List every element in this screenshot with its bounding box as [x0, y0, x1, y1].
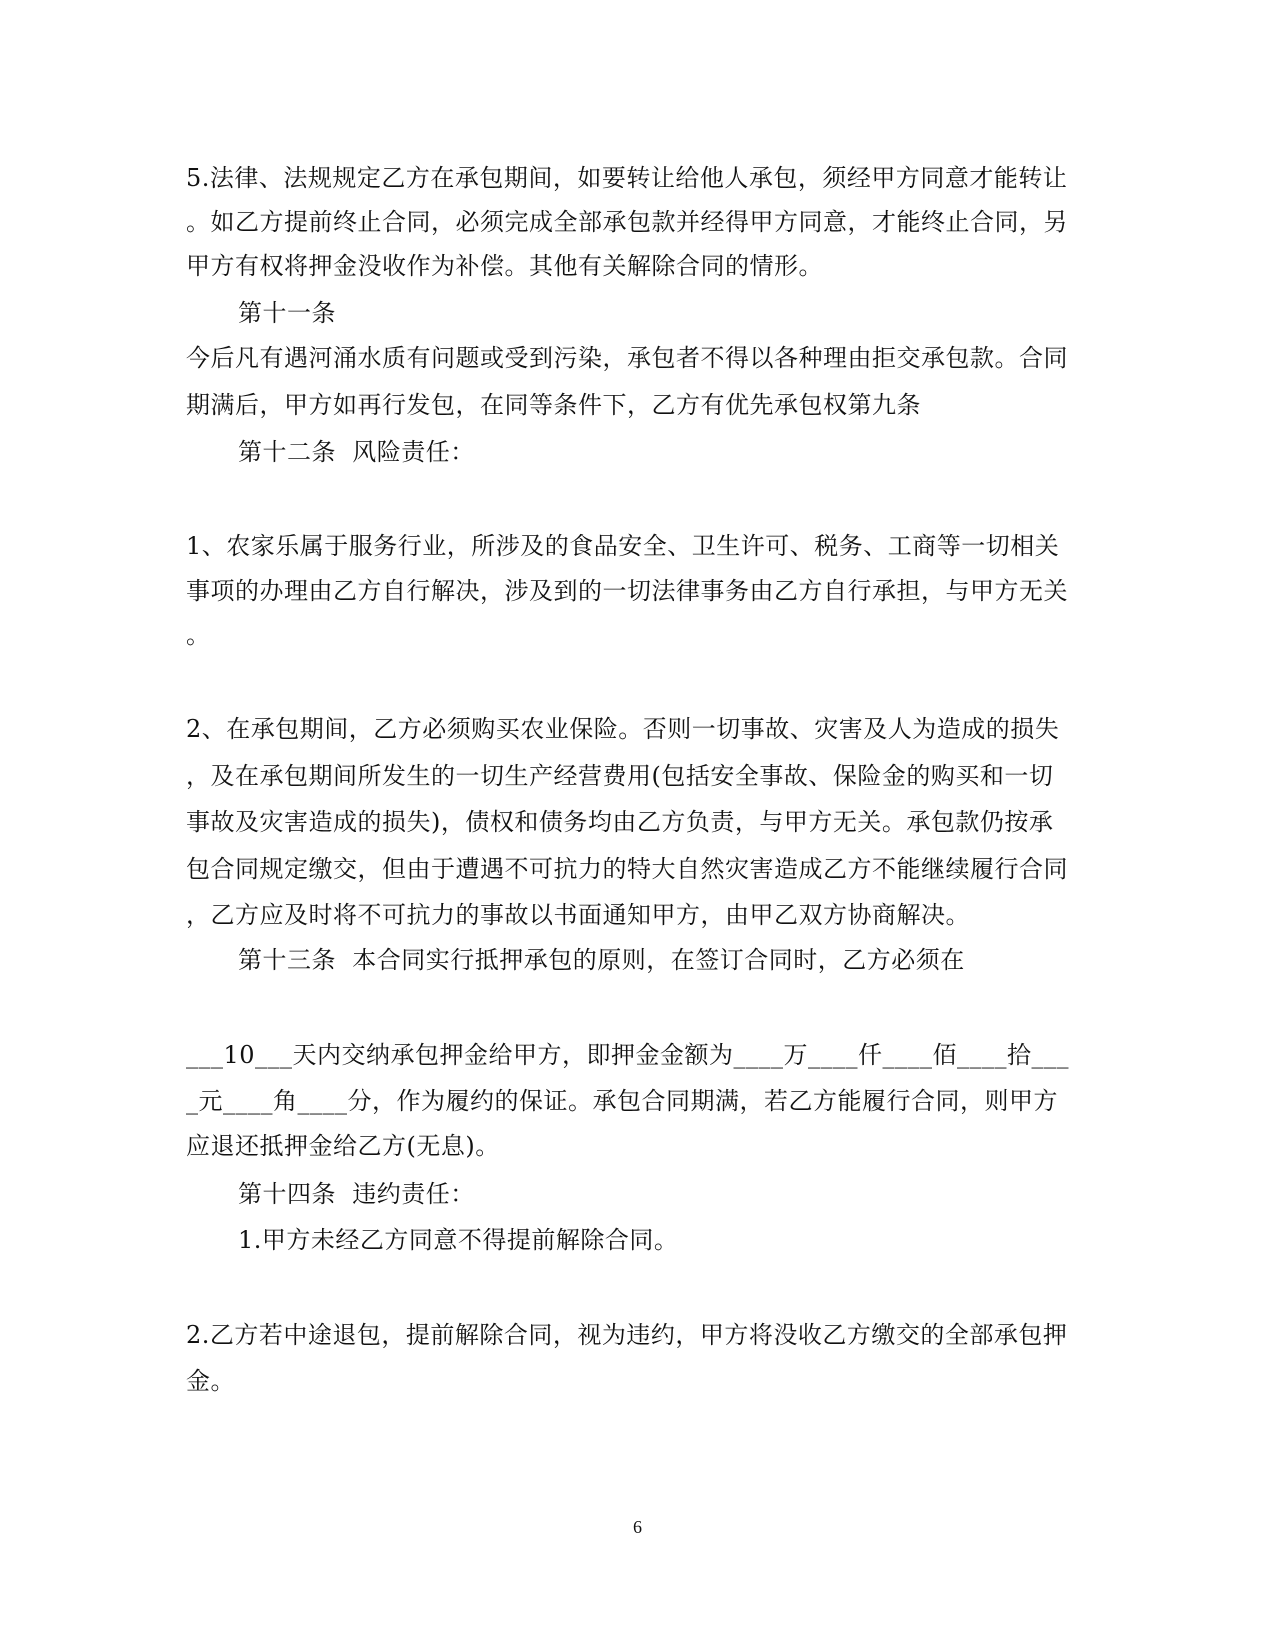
article-heading: 第十二条 风险责任： [238, 438, 475, 466]
text-line: ，及在承包期间所发生的一切生产经营费用(包括安全事故、保险金的购买和一切 [186, 762, 1054, 790]
text-line: 今后凡有遇河涌水质有问题或受到污染，承包者不得以各种理由拒交承包款。合同 [186, 344, 1068, 372]
text-line: 事故及灾害造成的损失)，债权和债务均由乙方负责，与甲方无关。承包款仍按承 [186, 808, 1054, 836]
article-heading: 第十四条 违约责任： [238, 1180, 475, 1208]
text-line: 金。 [186, 1367, 235, 1395]
text-line: 事项的办理由乙方自行解决，涉及到的一切法律事务由乙方自行承担，与甲方无关 [186, 577, 1068, 605]
text-line: 期满后，甲方如再行发包，在同等条件下，乙方有优先承包权第九条 [186, 391, 921, 419]
text-line: 。 [186, 621, 211, 649]
text-line: 包合同规定缴交，但由于遭遇不可抗力的特大自然灾害造成乙方不能继续履行合同 [186, 855, 1068, 883]
article-heading: 第十一条 [238, 299, 336, 327]
text-line: 应退还抵押金给乙方(无息)。 [186, 1132, 500, 1160]
text-line: 2、在承包期间，乙方必须购买农业保险。否则一切事故、灾害及人为造成的损失 [186, 715, 1060, 743]
text-line: 5.法律、法规规定乙方在承包期间，如要转让给他人承包，须经甲方同意才能转让 [186, 164, 1068, 192]
page-number: 6 [633, 1517, 642, 1537]
text-line: 1.甲方未经乙方同意不得提前解除合同。 [238, 1226, 679, 1254]
text-line: _元____角____分，作为履约的保证。承包合同期满，若乙方能履行合同，则甲方 [186, 1087, 1058, 1115]
article-heading: 第十三条 本合同实行抵押承包的原则，在签订合同时，乙方必须在 [238, 946, 965, 974]
text-line: ，乙方应及时将不可抗力的事故以书面通知甲方，由甲乙双方协商解决。 [186, 901, 970, 929]
text-line: 2.乙方若中途退包，提前解除合同，视为违约，甲方将没收乙方缴交的全部承包押 [186, 1321, 1068, 1349]
text-line: 1、农家乐属于服务行业，所涉及的食品安全、卫生许可、税务、工商等一切相关 [186, 532, 1060, 560]
text-line: 。如乙方提前终止合同，必须完成全部承包款并经得甲方同意，才能终止合同，另 [186, 208, 1068, 236]
text-line: ___10___天内交纳承包押金给甲方，即押金金额为____万____仟____佰____拾___ [186, 1041, 1070, 1069]
text-line: 甲方有权将押金没收作为补偿。其他有关解除合同的情形。 [186, 252, 823, 280]
